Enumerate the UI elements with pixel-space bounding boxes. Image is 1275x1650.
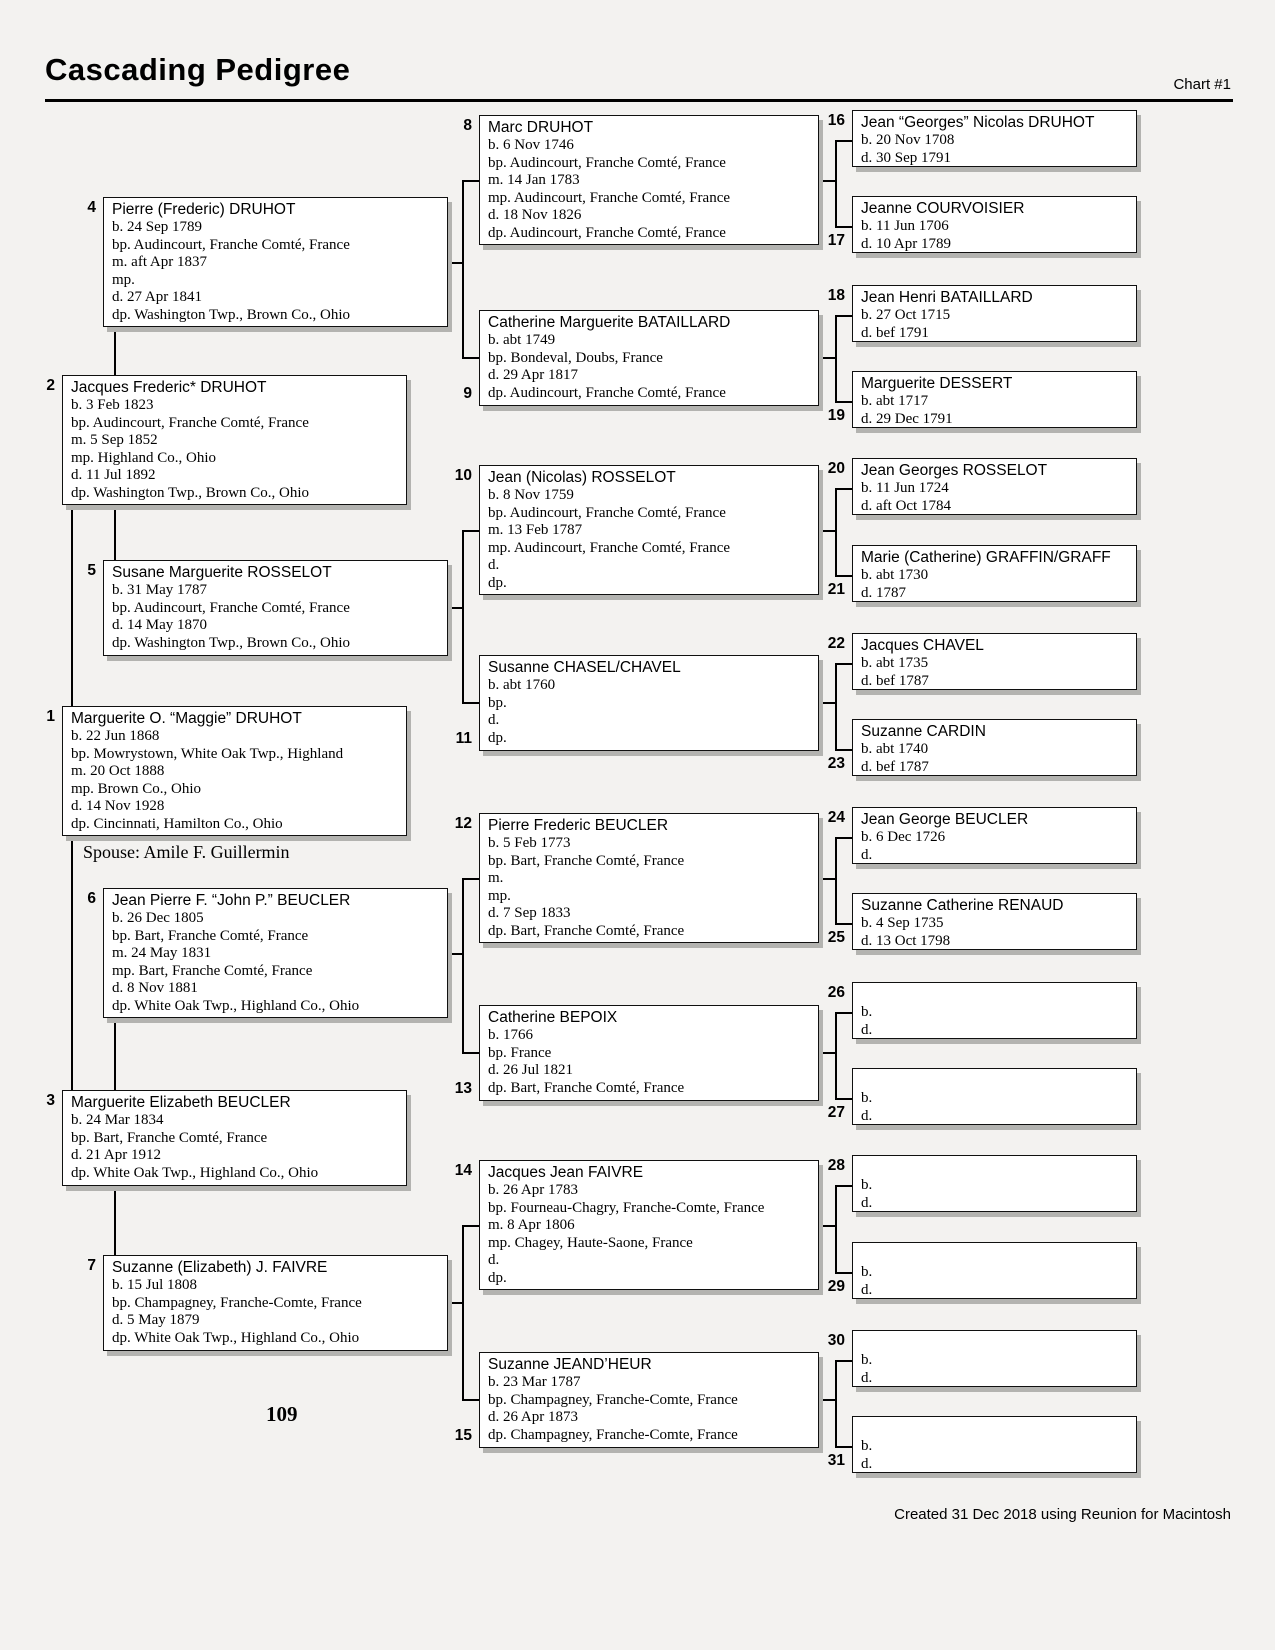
person-detail: dp. White Oak Twp., Highland Co., Ohio [112,1329,360,1346]
person-detail: d. 8 Nov 1881 [112,980,198,996]
person-name [861,985,1132,1004]
person-detail: b. 27 Oct 1715 [861,307,951,323]
person-name: Marguerite O. “Maggie” DRUHOT [71,710,302,727]
person-name [861,1158,1132,1177]
person-box-6 [87,888,448,1018]
person-number: 29 [827,1278,845,1295]
person-name [861,1245,1132,1264]
person-detail: d. 21 Apr 1912 [71,1147,161,1163]
connector-mid-brackets [448,181,479,1400]
person-name: Jean Georges ROSSELOT [861,462,1048,479]
person-detail: d. bef 1787 [861,758,929,775]
person-detail: b. 22 Jun 1868 [71,728,160,744]
person-box-2 [46,375,407,505]
person-name: Marc DRUHOT [488,119,594,136]
person-detail: d. [861,1369,873,1386]
person-number: 23 [827,755,845,772]
person-box-20 [827,458,1137,515]
person-name: Jean Henri BATAILLARD [861,289,1033,306]
person-detail: m. 13 Feb 1787 [488,522,583,538]
person-number: 17 [827,232,845,249]
person-detail: b. abt 1730 [861,567,929,583]
person-detail: bp. Bart, Franche Comté, France [488,852,685,869]
person-name: Marguerite DESSERT [861,375,1013,392]
person-number: 11 [455,730,472,747]
person-detail: mp. Chagey, Haute-Saone, France [488,1234,693,1251]
chart-number-label: Chart #1 [1173,76,1231,93]
person-box-15 [454,1352,819,1448]
person-detail: bp. Mowrystown, White Oak Twp., Highland [71,745,344,762]
person-detail: mp. [488,887,511,904]
person-name [861,1071,1132,1090]
person-detail: m. 24 May 1831 [112,945,212,961]
person-number: 19 [827,407,845,424]
person-name: Marie (Catherine) GRAFFIN/GRAFF [861,549,1111,566]
page-number: 109 [266,1402,298,1426]
person-name: Susane Marguerite ROSSELOT [112,564,332,581]
person-name: Jacques CHAVEL [861,637,984,654]
person-detail: d. 14 Nov 1928 [71,798,165,814]
person-detail: d. 26 Jul 1821 [488,1062,574,1078]
person-name: Suzanne (Elizabeth) J. FAIVRE [112,1259,328,1276]
person-detail: b. 6 Nov 1746 [488,137,574,153]
person-detail: b. 8 Nov 1759 [488,487,574,503]
person-name: Suzanne CARDIN [861,723,986,740]
person-number: 14 [454,1162,472,1179]
person-detail: b. 11 Jun 1706 [861,218,949,234]
person-number: 22 [827,635,845,652]
person-detail: d. [861,1194,873,1211]
person-box-1 [46,706,407,836]
person-detail: dp. [488,1269,507,1286]
person-detail: bp. Champagney, Franche-Comte, France [488,1391,738,1408]
person-box-10 [454,465,819,595]
person-number: 21 [827,581,845,598]
person-detail: m. 8 Apr 1806 [488,1217,575,1233]
person-detail: bp. Bondeval, Doubs, France [488,349,663,366]
person-detail: bp. Champagney, Franche-Comte, France [112,1294,362,1311]
person-number: 24 [827,809,845,826]
person-detail: b. [861,1177,873,1193]
person-detail: b. 5 Feb 1773 [488,835,571,851]
person-name: Catherine BEPOIX [488,1009,618,1026]
person-box-8 [463,115,819,245]
person-box-22 [827,633,1137,690]
person-detail: mp. Brown Co., Ohio [71,780,202,797]
person-detail: mp. Audincourt, Franche Comté, France [488,189,731,206]
person-detail: d. 18 Nov 1826 [488,207,582,223]
person-box-24 [827,807,1137,864]
person-box-5 [87,560,448,656]
person-number: 16 [827,112,845,129]
person-detail: m. 14 Jan 1783 [488,172,580,188]
person-box-28 [827,1155,1137,1212]
person-detail: mp. Audincourt, Franche Comté, France [488,539,731,556]
person-detail: b. 3 Feb 1823 [71,397,154,413]
person-detail: b. 26 Dec 1805 [112,910,204,926]
person-detail: bp. Audincourt, Franche Comté, France [71,414,309,431]
person-detail: bp. Bart, Franche Comté, France [112,927,309,944]
person-detail: m. 20 Oct 1888 [71,763,165,779]
person-number: 15 [454,1427,472,1444]
person-box-31 [827,1416,1137,1473]
person-detail: d. 27 Apr 1841 [112,289,202,305]
person-detail: d. bef 1791 [861,324,929,341]
person-detail: b. 11 Jun 1724 [861,480,949,496]
person-detail: bp. [488,694,507,711]
person-box-14 [454,1160,819,1290]
person-detail: d. bef 1787 [861,672,929,689]
person-box-11 [455,655,819,751]
person-name: Jacques Jean FAIVRE [488,1164,644,1181]
person-detail: d. 26 Apr 1873 [488,1409,578,1425]
person-detail: d. 7 Sep 1833 [488,905,571,921]
person-detail: d. 11 Jul 1892 [71,467,156,483]
person-name [861,1419,1132,1438]
person-detail: b. 24 Sep 1789 [112,219,202,235]
person-number: 6 [87,890,96,907]
person-detail: dp. White Oak Twp., Highland Co., Ohio [112,997,360,1014]
person-name: Catherine Marguerite BATAILLARD [488,314,731,331]
person-box-12 [454,813,819,943]
person-name: Marguerite Elizabeth BEUCLER [71,1094,291,1111]
person-detail: b. [861,1090,873,1106]
person-detail: mp. [112,271,135,288]
person-detail: dp. [488,729,507,746]
person-number: 18 [827,287,845,304]
person-detail: bp. Audincourt, Franche Comté, France [112,236,350,253]
person-detail: bp. Audincourt, Franche Comté, France [488,504,726,521]
person-number: 7 [87,1257,96,1274]
person-number: 5 [87,562,96,579]
person-box-29 [827,1242,1137,1299]
person-detail: dp. Washington Twp., Brown Co., Ohio [71,484,310,501]
person-detail: d. 14 May 1870 [112,617,207,633]
person-detail: d. [861,846,873,863]
person-detail: bp. Audincourt, Franche Comté, France [488,154,726,171]
person-detail: d. [861,1455,873,1472]
person-name [861,1333,1132,1352]
person-detail: dp. Bart, Franche Comté, France [488,922,685,939]
person-detail: b. 1766 [488,1027,533,1043]
person-box-7 [87,1255,448,1351]
person-box-4 [87,197,448,327]
person-box-30 [827,1330,1137,1387]
person-detail: b. [861,1264,873,1280]
connector-right-brackets [819,141,852,1447]
person-detail: d. [488,557,500,573]
person-detail: d. 13 Oct 1798 [861,932,951,949]
person-box-23 [827,719,1137,776]
person-detail: d. aft Oct 1784 [861,497,951,514]
person-number: 30 [827,1332,845,1349]
person-box-13 [454,1005,819,1101]
person-detail: b. 31 May 1787 [112,582,207,598]
person-number: 10 [454,467,472,484]
person-box-21 [827,545,1137,602]
person-box-9 [463,310,819,406]
person-box-16 [827,110,1137,167]
person-name: Susanne CHASEL/CHAVEL [488,659,681,676]
person-name: Jacques Frederic* DRUHOT [71,379,267,396]
person-box-26 [827,982,1137,1039]
person-detail: bp. Audincourt, Franche Comté, France [112,599,350,616]
person-detail: dp. Audincourt, Franche Comté, France [488,384,726,401]
person-box-19 [827,371,1137,428]
person-detail: b. abt 1735 [861,655,929,671]
person-detail: b. abt 1717 [861,393,929,409]
person-number: 2 [46,377,55,394]
person-name: Pierre (Frederic) DRUHOT [112,201,296,218]
person-box-27 [827,1068,1137,1125]
person-detail: bp. Bart, Franche Comté, France [71,1129,268,1146]
person-name: Jean Pierre F. “John P.” BEUCLER [112,892,351,909]
person-detail: m. [488,870,504,886]
person-number: 12 [454,815,472,832]
person-box-17 [827,196,1137,253]
person-detail: d. [488,712,500,728]
person-detail: b. [861,1438,873,1454]
person-name: Jean George BEUCLER [861,811,1029,828]
person-number: 27 [827,1104,845,1121]
person-name: Suzanne JEAND’HEUR [488,1356,652,1373]
person-detail: d. 10 Apr 1789 [861,235,951,252]
person-box-25 [827,893,1137,950]
person-name: Pierre Frederic BEUCLER [488,817,669,834]
person-number: 28 [827,1157,845,1174]
person-detail: d. 29 Apr 1817 [488,367,578,383]
person-number: 13 [454,1080,472,1097]
person-number: 25 [827,929,845,946]
person-detail: dp. Audincourt, Franche Comté, France [488,224,726,241]
page-title: Cascading Pedigree [45,52,351,87]
person-detail: d. 5 May 1879 [112,1312,200,1328]
person-detail: b. 4 Sep 1735 [861,915,944,931]
person-detail: b. 26 Apr 1783 [488,1182,578,1198]
person-detail: dp. Washington Twp., Brown Co., Ohio [112,306,351,323]
person-detail: b. [861,1004,873,1020]
person-detail: b. 15 Jul 1808 [112,1277,198,1293]
person-detail: m. 5 Sep 1852 [71,432,158,448]
person-detail: b. 6 Dec 1726 [861,829,946,845]
person-detail: d. 30 Sep 1791 [861,149,951,166]
person-detail: dp. [488,574,507,591]
footer-credit: Created 31 Dec 2018 using Reunion for Macintosh [894,1506,1231,1523]
person-number: 1 [46,708,55,725]
person-name: Jean (Nicolas) ROSSELOT [488,469,676,486]
person-detail: dp. White Oak Twp., Highland Co., Ohio [71,1164,319,1181]
person-detail: b. [861,1352,873,1368]
person-detail: b. abt 1740 [861,741,929,757]
person-box-3 [46,1090,407,1186]
person-detail: dp. Champagney, Franche-Comte, France [488,1426,738,1443]
person-detail: m. aft Apr 1837 [112,254,207,270]
spouse-note: Spouse: Amile F. Guillermin [83,842,290,862]
person-detail: d. 1787 [861,584,906,601]
person-detail: b. abt 1760 [488,677,556,693]
person-detail: d. [488,1252,500,1268]
person-detail: bp. France [488,1044,552,1061]
person-number: 3 [46,1092,55,1109]
person-detail: dp. Washington Twp., Brown Co., Ohio [112,634,351,651]
person-name: Jean “Georges” Nicolas DRUHOT [861,114,1095,131]
person-box-18 [827,285,1137,342]
person-name: Jeanne COURVOISIER [861,200,1025,217]
person-detail: d. [861,1107,873,1124]
person-detail: d. 29 Dec 1791 [861,410,953,427]
person-detail: b. 23 Mar 1787 [488,1374,581,1390]
person-detail: bp. Fourneau-Chagry, Franche-Comte, France [488,1199,765,1216]
person-number: 4 [87,199,96,216]
person-detail: dp. Cincinnati, Hamilton Co., Ohio [71,815,283,832]
person-number: 31 [827,1452,845,1469]
person-number: 9 [463,385,472,402]
person-detail: b. abt 1749 [488,332,556,348]
person-name: Suzanne Catherine RENAUD [861,897,1064,914]
person-number: 20 [827,460,845,477]
person-detail: mp. Highland Co., Ohio [71,449,216,466]
person-number: 26 [827,984,845,1001]
person-detail: b. 24 Mar 1834 [71,1112,164,1128]
person-detail: dp. Bart, Franche Comté, France [488,1079,685,1096]
person-detail: mp. Bart, Franche Comté, France [112,962,313,979]
person-number: 8 [463,117,472,134]
person-detail: d. [861,1281,873,1298]
person-detail: d. [861,1021,873,1038]
person-detail: b. 20 Nov 1708 [861,132,955,148]
